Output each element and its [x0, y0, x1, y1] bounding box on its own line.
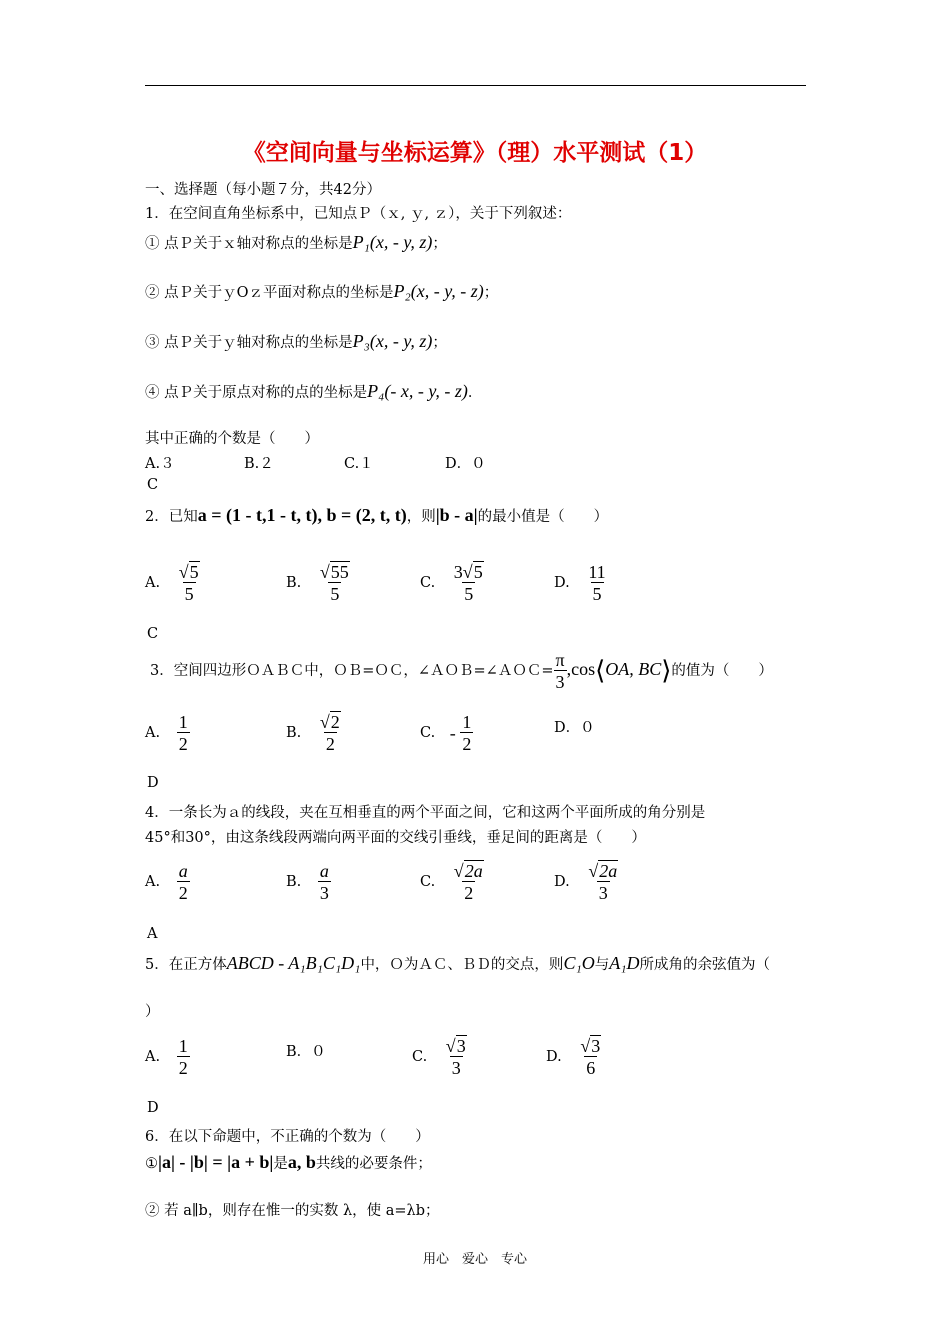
q4-a-num: a	[178, 861, 188, 881]
q2-c-rad: 5	[473, 562, 483, 582]
q4-d-den: 3	[598, 883, 608, 903]
q2-answer: C	[147, 626, 159, 642]
q4-a-den: 2	[178, 883, 188, 903]
q2-d-label: D.	[554, 575, 570, 591]
q2-option-b: B. $\frac{√55}{5}$	[286, 562, 349, 604]
q5-option-d: D. $\frac{√3}{6}$	[546, 1036, 601, 1078]
q1-statement-2: ② 点Ｐ关于ｙOｚ平面对称点的坐标是P₂(x, - y, - z)；	[145, 281, 499, 301]
q5-mid1: 中，Ｏ为ＡＣ、ＢＤ的交点，则	[360, 957, 564, 973]
q4-b-den: 3	[319, 883, 329, 903]
section-heading: 一、选择题（每小题７分，共42分）	[145, 182, 381, 198]
q3-a-label: A.	[145, 725, 161, 741]
q5-c-label: C.	[412, 1049, 428, 1065]
q6-statement-2: ② 若 a∥b，则存在惟一的实数 λ，使 a=λb；	[145, 1203, 440, 1219]
q1-s4-math: P₄(- x, - y, - z)	[367, 381, 468, 401]
q2-option-a: A. $\frac{√5}{5}$	[145, 562, 199, 604]
q4-c-den: 2	[464, 883, 474, 903]
q4-line-2: 45°和30°，由这条线段两端向两平面的交线引垂线，垂足间的距离是（ ）	[145, 830, 646, 846]
q5-close: ）	[145, 1004, 160, 1020]
q1-statement-1: ① 点Ｐ关于ｘ轴对称点的坐标是P₁(x, - y, z)；	[145, 232, 447, 252]
q3-option-c	[420, 712, 473, 754]
q4-answer: A	[147, 926, 158, 942]
q1-stem: 1．在空间直角坐标系中，已知点Ｐ（ｘ, ｙ, ｚ），关于下列叙述：	[145, 206, 572, 222]
q5-option-b: B．０	[286, 1044, 326, 1060]
q5-pre: 5．在正方体	[145, 957, 227, 973]
q1-answer: C	[147, 477, 159, 493]
q5-a-num: 1	[178, 1036, 188, 1056]
q4-b-label: B.	[286, 874, 302, 890]
q2-option-d	[554, 562, 608, 604]
q4-line-1: 4．一条长为ａ的线段，夹在互相垂直的两个平面之间，它和这两个平面所成的角分别是	[145, 805, 706, 821]
q5-answer: D	[147, 1100, 159, 1116]
q3-c-sign: -	[449, 722, 456, 743]
q3-pi: π	[555, 650, 565, 670]
q2-c-label: C.	[420, 575, 436, 591]
q2-d-num: 11	[588, 562, 606, 582]
q3-pre: 3．空间四边形ＯＡＢＣ中，ＯＢ=ＯＣ，∠ＡＯＢ=∠ＡＯＣ=	[150, 663, 554, 679]
header-rule	[145, 85, 806, 86]
q4-c-label: C.	[420, 874, 436, 890]
q5-mid2: 与	[594, 957, 610, 973]
q1-option-c: C.１	[344, 456, 374, 472]
q2-pre: 2．已知	[145, 509, 198, 525]
q3-b-label: B.	[286, 725, 302, 741]
q5-option-a	[145, 1036, 190, 1078]
q1-s3-text: ③ 点Ｐ关于ｙ轴对称点的坐标是	[145, 335, 353, 351]
q6-s1-mid: 是	[273, 1156, 288, 1172]
q5-a-label: A.	[145, 1049, 161, 1065]
q6-statement-1	[145, 1152, 432, 1173]
q5-d-den: 6	[586, 1058, 596, 1078]
q3-c-den: 2	[462, 734, 472, 754]
q6-stem: 6．在以下命题中，不正确的个数为（ ）	[145, 1129, 430, 1145]
q3-option-d: D．０	[554, 720, 595, 736]
q4-option-c: C. $\frac{√2a}{2}$	[420, 861, 483, 903]
q4-d-rad: 2a	[599, 861, 618, 881]
q5-d-label: D.	[546, 1049, 562, 1065]
q5-cube: ABCD - A₁B₁C₁D₁	[226, 953, 361, 973]
q5-option-c: C. $\frac{√3}{3}$	[412, 1036, 466, 1078]
q2-option-c: C. $\frac{3√5}{5}$	[420, 562, 483, 604]
q4-option-d: D. $\frac{√2a}{3}$	[554, 861, 618, 903]
q5-stem	[145, 953, 770, 974]
q1-s1-math: P₁(x, - y, z)	[352, 232, 433, 252]
q6-s1-expr: |a| - |b| = |a + b|	[158, 1152, 274, 1172]
q3-c-label: C.	[420, 725, 436, 741]
q4-option-a	[145, 861, 190, 903]
q4-a-label: A.	[145, 874, 161, 890]
q5-post: 所成角的余弦值为（	[639, 957, 770, 973]
q3-b-den: 2	[325, 734, 335, 754]
q2-post: 的最小值是（ ）	[477, 509, 609, 525]
q2-a-label: A.	[145, 575, 161, 591]
q5-d-rad: 3	[591, 1036, 601, 1056]
q2-vectors: a = (1 - t,1 - t, t), b = (2, t, t)	[197, 505, 407, 525]
q5-c-den: 3	[451, 1058, 461, 1078]
q1-statement-4: ④ 点Ｐ关于原点对称的点的坐标是P₄(- x, - y, - z)．	[145, 381, 483, 401]
q1-option-d: D．０	[445, 456, 486, 472]
q3-answer: D	[147, 775, 159, 791]
q2-c-coef: 3	[453, 562, 463, 582]
q3-pi-den: 3	[555, 672, 565, 692]
q4-d-label: D.	[554, 874, 570, 890]
page-footer: 用心 爱心 专心	[422, 1252, 527, 1267]
page-title: 《空间向量与坐标运算》（理）水平测试（1）	[242, 140, 708, 166]
q5-a-den: 2	[178, 1058, 188, 1078]
q4-b-num: a	[319, 861, 329, 881]
q2-mid: ，则	[406, 509, 436, 525]
q1-s2-text: ② 点Ｐ关于ｙOｚ平面对称点的坐标是	[145, 285, 394, 301]
q1-s2-math: P₂(x, - y, - z)	[393, 281, 484, 301]
q3-b-rad: 2	[330, 712, 340, 732]
q1-option-a: A.３	[145, 456, 175, 472]
q3-option-a	[145, 712, 190, 754]
q1-statement-3: ③ 点Ｐ关于ｙ轴对称点的坐标是P₃(x, - y, z)；	[145, 331, 447, 351]
q5-c-rad: 3	[456, 1036, 466, 1056]
q1-ask: 其中正确的个数是（ ）	[145, 431, 319, 447]
q2-stem	[145, 505, 608, 526]
q2-d-den: 5	[592, 584, 602, 604]
q4-option-b	[286, 861, 331, 903]
q2-b-den: 5	[330, 584, 340, 604]
q3-vectors: OA, BC	[605, 659, 662, 679]
q3-a-den: 2	[178, 734, 188, 754]
q2-b-rad: 55	[330, 562, 349, 582]
q2-b-label: B.	[286, 575, 302, 591]
q3-cos: ,cos	[566, 659, 596, 679]
q3-stem: 3．空间四边形ＯＡＢＣ中，ＯＢ=ＯＣ，∠ＡＯＢ=∠ＡＯＣ= $\frac{\pi}{3}$ ,cos⟨OA, BC⟩的值为（ ）	[150, 650, 773, 692]
q2-a-den: 5	[184, 584, 194, 604]
q1-s4-text: ④ 点Ｐ关于原点对称的点的坐标是	[145, 385, 368, 401]
q2-abs: |b - a|	[435, 505, 478, 525]
q1-option-b: B.２	[244, 456, 274, 472]
q6-s1-post: 共线的必要条件；	[315, 1156, 432, 1172]
q3-option-b: B. $\frac{√2}{2}$	[286, 712, 340, 754]
q3-a-num: 1	[178, 712, 188, 732]
q1-s3-math: P₃(x, - y, z)	[352, 331, 433, 351]
q4-c-rad: 2a	[464, 861, 483, 881]
q5-c1o: C₁O	[563, 953, 595, 973]
q3-c-num: 1	[462, 712, 472, 732]
q6-s1-pre: ①	[145, 1156, 158, 1172]
q2-a-rad: 5	[189, 562, 199, 582]
q3-post: 的值为（ ）	[671, 663, 773, 679]
q5-a1d: A₁D	[609, 953, 640, 973]
q6-s1-vars: a, b	[287, 1152, 316, 1172]
q2-c-den: 5	[464, 584, 474, 604]
q1-s1-text: ① 点Ｐ关于ｘ轴对称点的坐标是	[145, 236, 353, 252]
